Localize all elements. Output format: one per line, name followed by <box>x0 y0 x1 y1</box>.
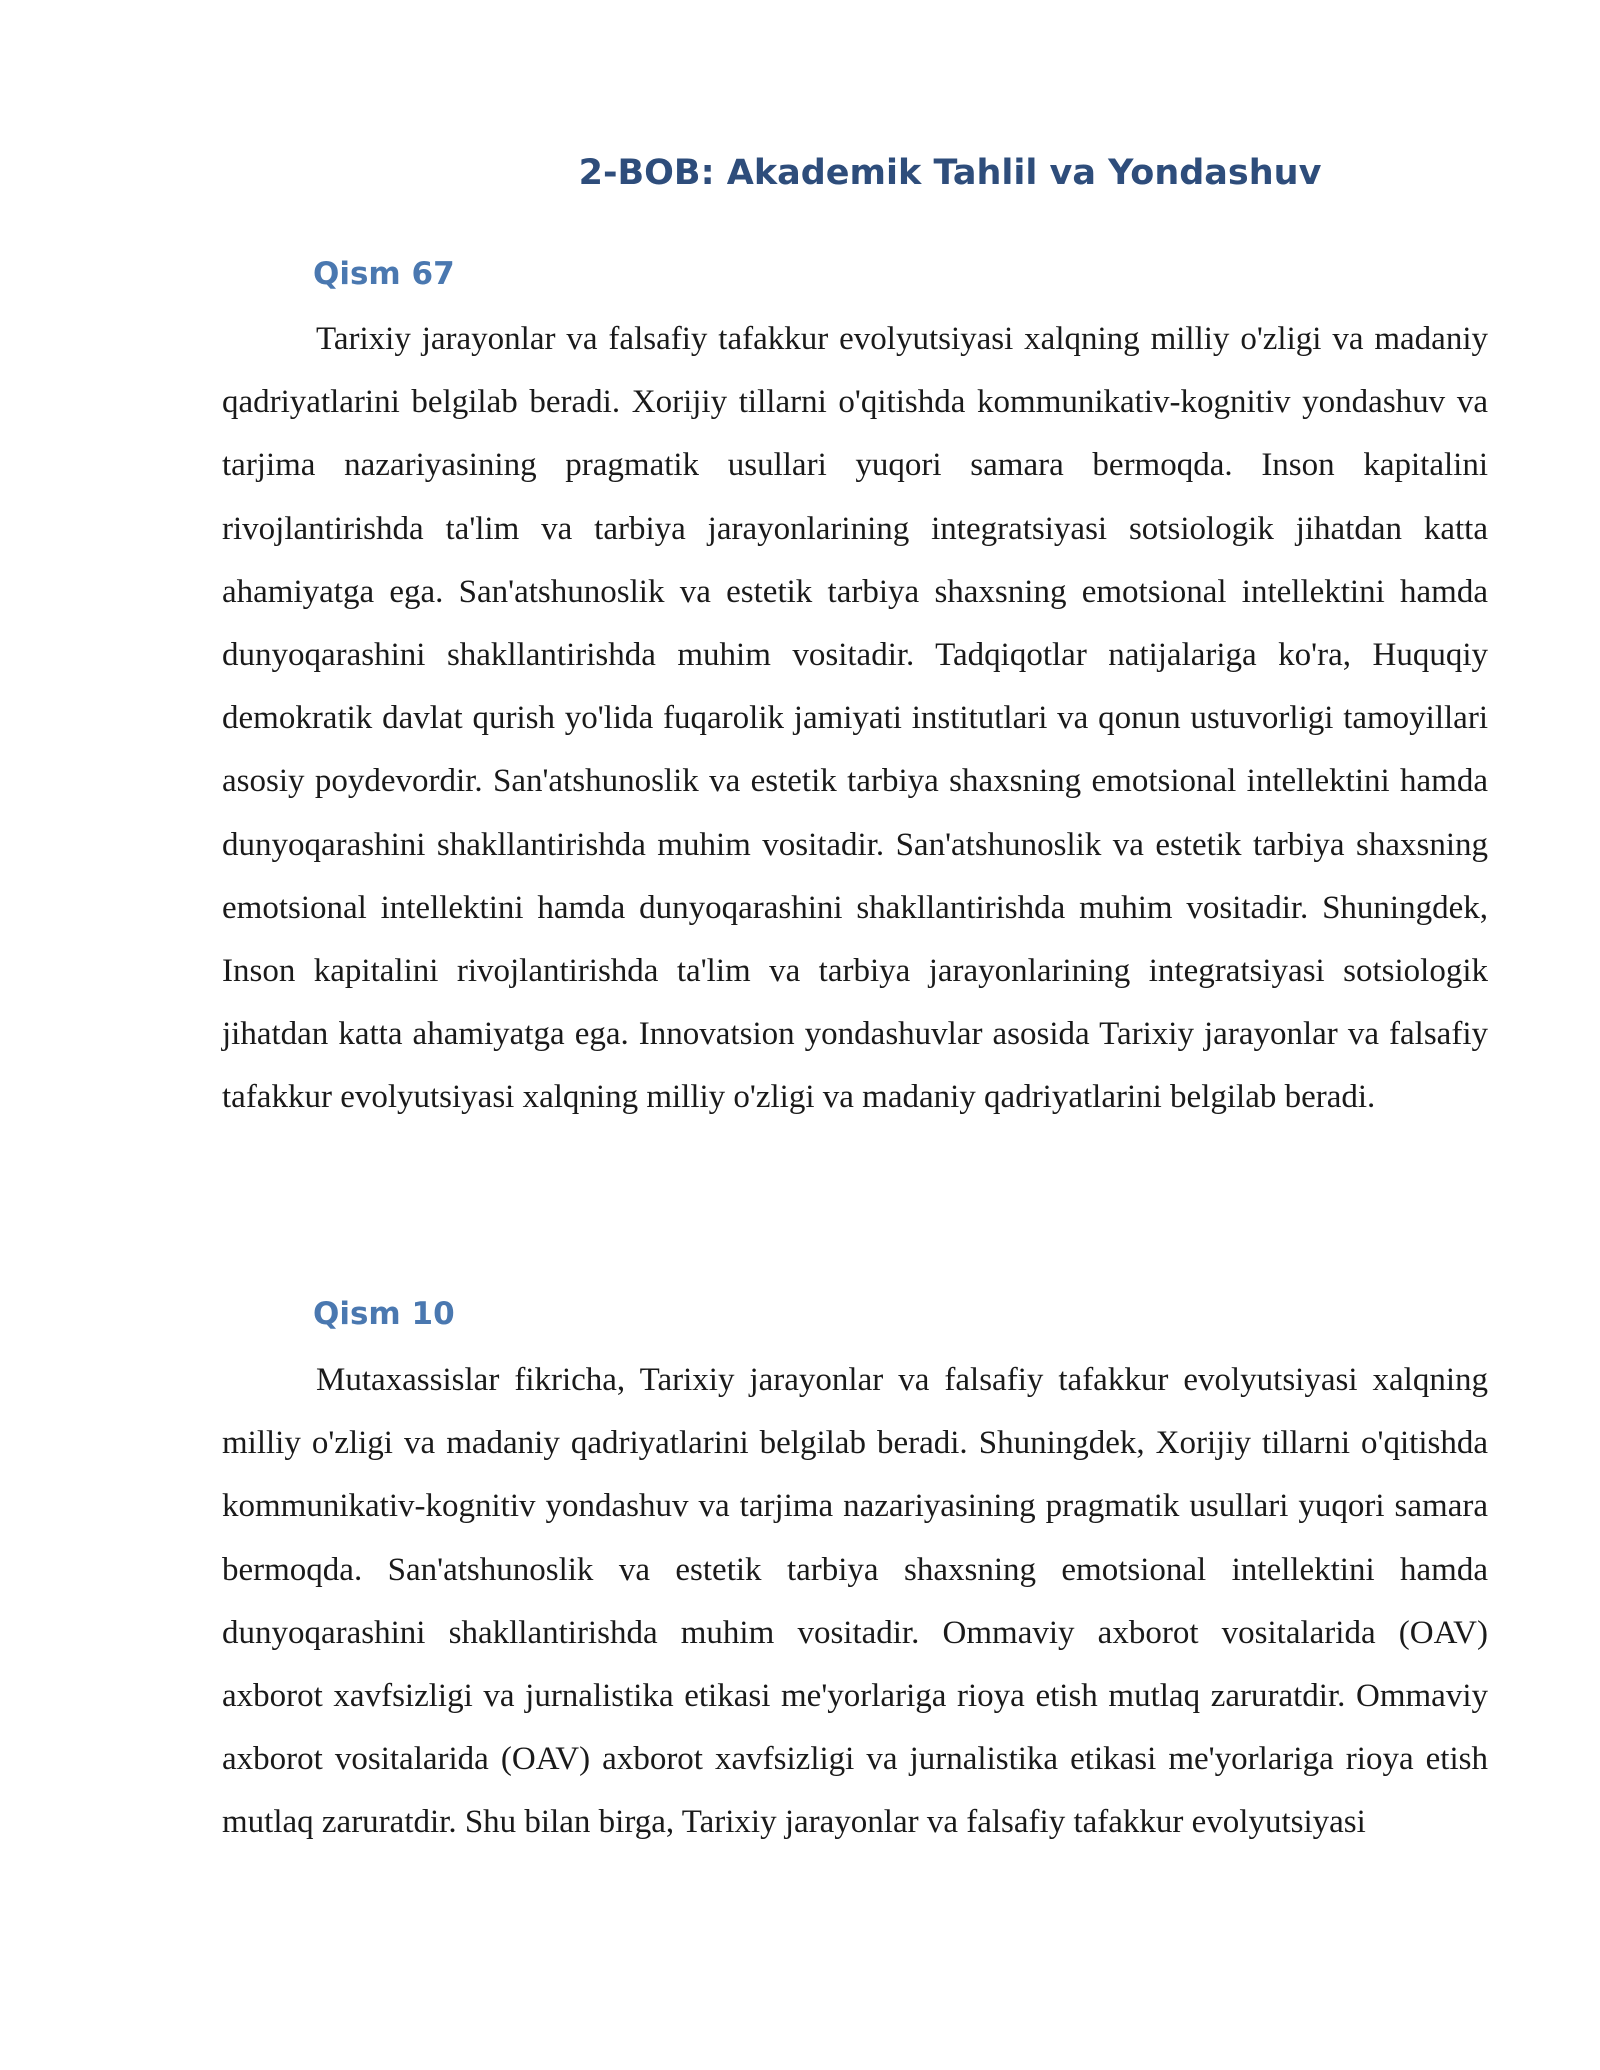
section-paragraph: Mutaxassislar fikricha, Tarixiy jarayonlar va falsafiy tafakkur evolyutsiyasi xalqning milliy o'zligi va madaniy qadriyatlarini belgilab beradi. Shuningdek, Xorijiy tillarni o'qitishda kommunikativ-kognitiv yondashuv va tarjima nazariyasining pragmatik usullari yuqori samara bermoqda. San'atshunoslik va estetik tarbiya shaxsning emotsional intellektini hamda dunyoqarashini shakllantirishda muhim vositadir. Ommaviy axborot vositalarida (OAV) axborot xavfsizligi va jurnalistika etikasi me'yorlariga rioya etish mutlaq zaruratdir. Ommaviy axborot vositalarida (OAV) axborot xavfsizligi va jurnalistika etikasi me'yorlariga rioya etish mutlaq zaruratdir. Shu bilan birga, Tarixiy jarayonlar va falsafiy tafakkur evolyutsiyasi <box>222 1362 1488 1841</box>
section-heading: Qism 10 <box>313 1296 455 1332</box>
chapter-title: 2-BOB: Akademik Tahlil va Yondashuv <box>578 153 1322 193</box>
section-heading: Qism 67 <box>313 256 455 292</box>
section-paragraph: Tarixiy jarayonlar va falsafiy tafakkur evolyutsiyasi xalqning milliy o'zligi va madaniy qadriyatlarini belgilab beradi. Xorijiy tillarni o'qitishda kommunikativ-kognitiv yondashuv va tarjima nazariyasining pragmatik usullari yuqori samara bermoqda. Inson kapitalini rivojlantirishda ta'lim va tarbiya jarayonlarining integratsiyasi sotsiologik jihatdan katta ahamiyatga ega. San'atshunoslik va estetik tarbiya shaxsning emotsional intellektini hamda dunyoqarashini shakllantirishda muhim vositadir. Tadqiqotlar natijalariga ko'ra, Huquqiy demokratik davlat qurish yo'lida fuqarolik jamiyati institutlari va qonun ustuvorligi tamoyillari asosiy poydevordir. San'atshunoslik va estetik tarbiya shaxsning emotsional intellektini hamda dunyoqarashini shakllantirishda muhim vositadir. San'atshunoslik va estetik tarbiya shaxsning emotsional intellektini hamda dunyoqarashini shakllantirishda muhim vositadir. Shuningdek, Inson kapitalini rivojlantirishda ta'lim va tarbiya jarayonlarining integratsiyasi sotsiologik jihatdan katta ahamiyatga ega. Innovatsion yondashuvlar asosida Tarixiy jarayonlar va falsafiy tafakkur evolyutsiyasi xalqning milliy o'zligi va madaniy qadriyatlarini belgilab beradi. <box>222 321 1488 1116</box>
